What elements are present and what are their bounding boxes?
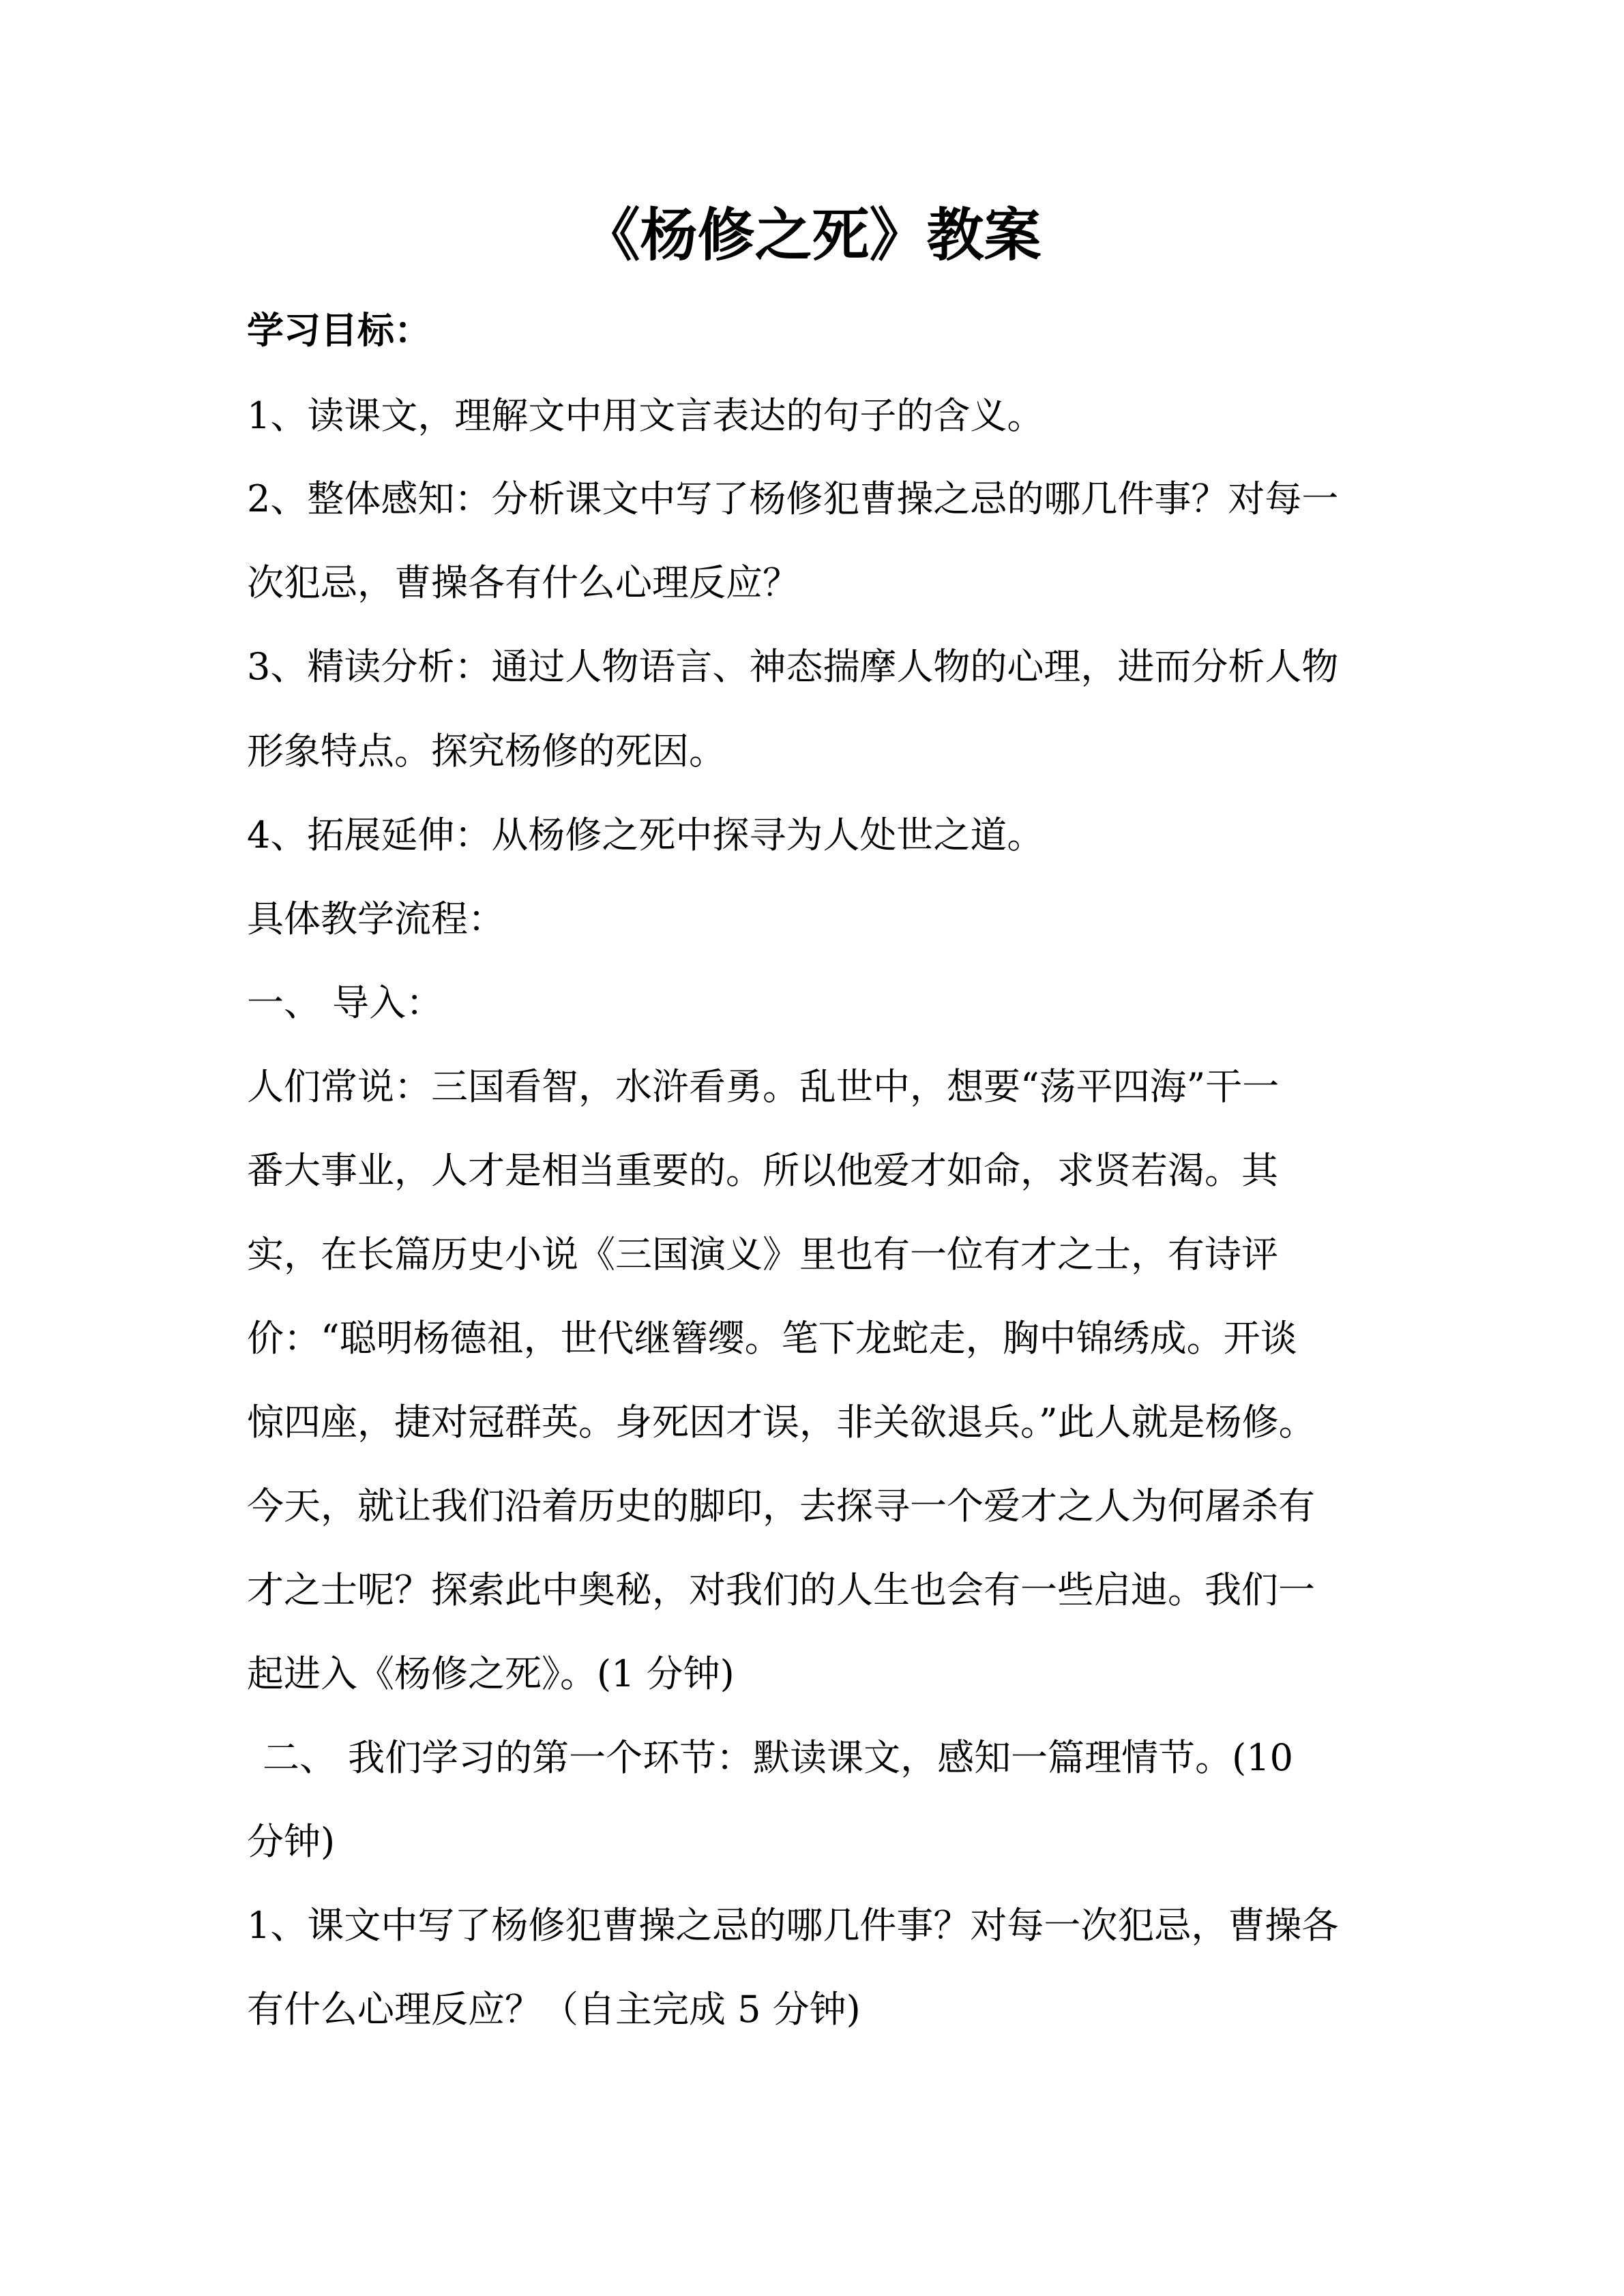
document-title: 《杨修之死》教案 [582, 202, 1042, 269]
text-line: 2、整体感知：分析课文中写了杨修犯曹操之忌的哪几件事？对每一 [247, 477, 1339, 520]
text-line: 才之士呢？探索此中奥秘，对我们的人生也会有一些启迪。我们一 [247, 1568, 1315, 1611]
section-heading-intro: 一、 导入： [247, 981, 443, 1024]
text-line: 有什么心理反应？（自主完成 5 分钟) [247, 1988, 861, 2031]
text-line: 番大事业，人才是相当重要的。所以他爱才如命，求贤若渴。其 [247, 1149, 1278, 1192]
section-heading-process: 具体教学流程： [247, 897, 505, 940]
text-line: 人们常说：三国看智，水浒看勇。乱世中，想要“荡平四海”干一 [247, 1065, 1280, 1108]
text-line: 价：“聪明杨德祖，世代继簪缨。笔下龙蛇走，胸中锦绣成。开谈 [247, 1317, 1297, 1360]
text-line: 分钟) [247, 1820, 336, 1863]
text-line: 1、读课文，理解文中用文言表达的句子的含义。 [247, 394, 1044, 437]
text-line: 惊四座，捷对冠群英。身死因才误，非关欲退兵。”此人就是杨修。 [247, 1401, 1316, 1444]
text-line: 1、课文中写了杨修犯曹操之忌的哪几件事？对每一次犯忌，曹操各 [247, 1904, 1339, 1947]
section-heading-objectives: 学习目标： [247, 309, 431, 352]
text-line: 4、拓展延伸：从杨修之死中探寻为人处世之道。 [247, 814, 1044, 856]
text-line: 实，在长篇历史小说《三国演义》里也有一位有才之士，有诗评 [247, 1233, 1278, 1276]
section-heading-step-two: 二、 我们学习的第一个环节：默读课文，感知一篇理情节。(10 [263, 1736, 1293, 1779]
text-line: 形象特点。探究杨修的死因。 [247, 730, 726, 773]
text-line: 次犯忌，曹操各有什么心理反应？ [247, 561, 799, 604]
text-line: 3、精读分析：通过人物语言、神态揣摩人物的心理，进而分析人物 [247, 645, 1339, 688]
text-line: 今天，就让我们沿着历史的脚印，去探寻一个爱才之人为何屠杀有 [247, 1485, 1315, 1527]
text-line: 起进入《杨修之死》。(1 分钟) [247, 1652, 735, 1695]
